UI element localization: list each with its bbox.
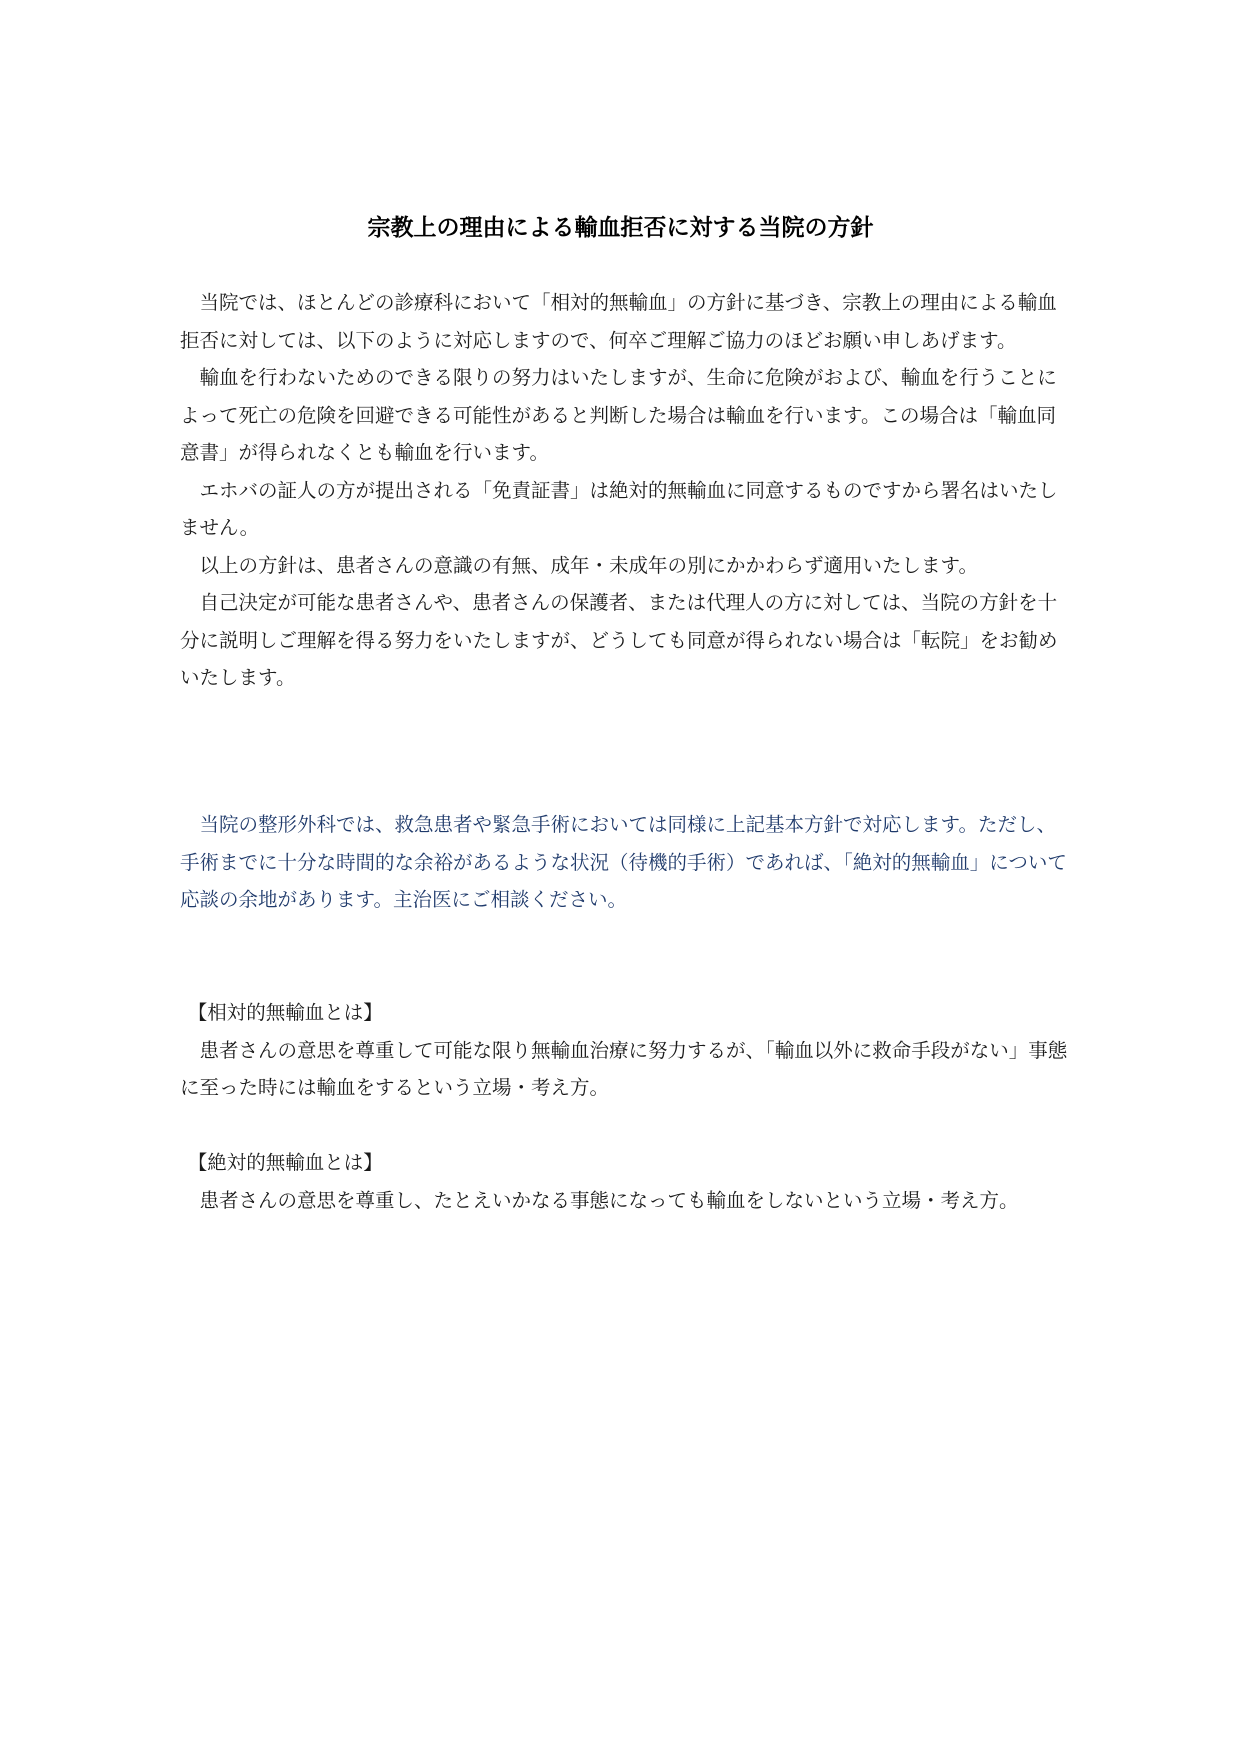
definitions-section	[180, 994, 1070, 1219]
spacer	[180, 1107, 1070, 1145]
policy-paragraph: 自己決定が可能な患者さんや、患者さんの保護者、または代理人の方に対しては、当院の方針を十分に説明しご理解を得る努力をいたしますが、どうしても同意が得られない場合は「転院」をお勧めいたします。	[180, 591, 1058, 689]
policy-paragraph: 当院では、ほとんどの診療科において「相対的無輸血」の方針に基づき、宗教上の理由による輸血拒否に対しては、以下のように対応しますので、何卒ご理解ご協力のほどお願い申しあげます。	[180, 291, 1057, 352]
policy-section	[180, 284, 1070, 697]
policy-paragraph: 輸血を行わないためのできる限りの努力はいたしますが、生命に危険がおよび、輸血を行うことによって死亡の危険を回避できる可能性があると判断した場合は輸血を行います。この場合は「輸血同意書」が得られなくとも輸血を行います。	[180, 366, 1057, 464]
document-title: 宗教上の理由による輸血拒否に対する当院の方針	[367, 215, 874, 241]
definition-text: 患者さんの意思を尊重し、たとえいかなる事態になっても輸血をしないという立場・考え方。	[199, 1188, 1019, 1212]
definition-heading: 【相対的無輸血とは】	[187, 1001, 383, 1024]
orthopedics-section	[180, 806, 1070, 919]
policy-paragraph: エホバの証人の方が提出される「免責証書」は絶対的無輸血に同意するものですから署名はいたしません。	[180, 478, 1058, 539]
policy-paragraph: 以上の方針は、患者さんの意識の有無、成年・未成年の別にかかわらず適用いたします。	[199, 553, 978, 577]
definition-text: 患者さんの意思を尊重して可能な限り無輸血治療に努力するが、「輸血以外に救命手段がない」事態に至った時には輸血をするという立場・考え方。	[180, 1038, 1068, 1099]
definition-heading: 【絶対的無輸血とは】	[187, 1151, 383, 1174]
orthopedics-note: 当院の整形外科では、救急患者や緊急手術においては同様に上記基本方針で対応します。ただし、手術までに十分な時間的な余裕があるような状況（待機的手術）であれば、「絶対的無輸血」について応談の余地があります。主治医にご相談ください。	[180, 813, 1067, 911]
